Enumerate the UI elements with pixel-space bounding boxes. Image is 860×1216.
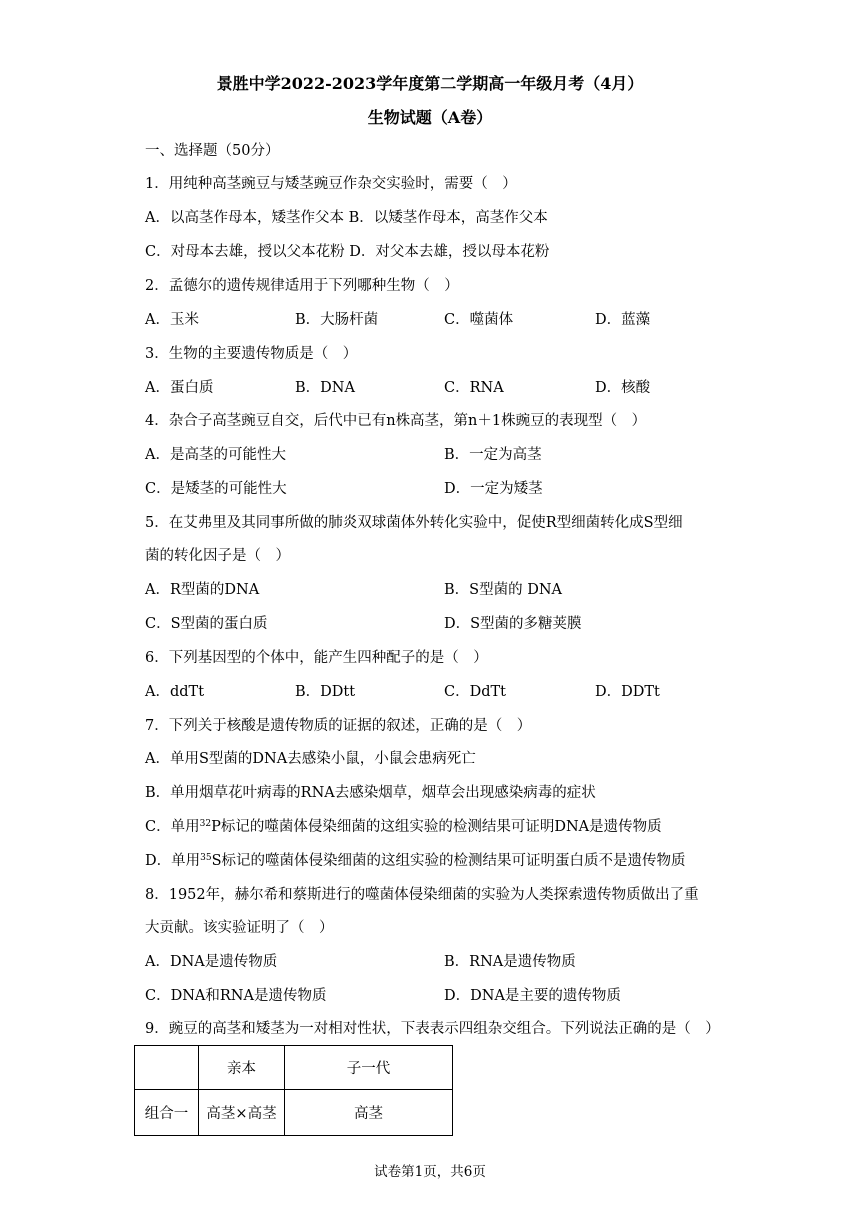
question-1-stem: 1．用纯种高茎豌豆与矮茎豌豆作杂交实验时，需要（ ） [145, 176, 517, 192]
question-6-option-d: D．DDTt [595, 684, 660, 700]
section-heading: 一、选择题（50分） [145, 143, 280, 159]
question-4-option-b: B．一定为高茎 [444, 447, 542, 463]
question-2-option-d: D．蓝藻 [595, 312, 651, 328]
question-4-option-a: A．是高茎的可能性大 [145, 447, 286, 463]
question-7-option-b: B．单用烟草花叶病毒的RNA去感染烟草，烟草会出现感染病毒的症状 [145, 785, 596, 801]
question-8-option-d: D．DNA是主要的遗传物质 [444, 988, 621, 1004]
isotope-mass-number: 32 [199, 819, 212, 829]
cross-combination-table [134, 1045, 453, 1136]
exam-title: 景胜中学2022-2023学年度第二学期高一年级月考（4月） [216, 74, 644, 93]
table-row [135, 1090, 453, 1136]
question-8-stem-line-1: 8．1952年，赫尔希和蔡斯进行的噬菌体侵染细菌的实验为人类探索遗传物质做出了重 [145, 887, 699, 903]
question-5-option-d: D．S型菌的多糖荚膜 [444, 616, 582, 632]
question-6-stem: 6．下列基因型的个体中，能产生四种配子的是（ ） [145, 650, 488, 666]
page-footer: 试卷第1页，共6页 [374, 1164, 486, 1180]
question-4-option-c: C．是矮茎的可能性大 [145, 481, 287, 497]
question-6-option-c: C．DdTt [444, 684, 507, 700]
question-3-stem: 3．生物的主要遗传物质是（ ） [145, 346, 358, 362]
table-header-cell: 子一代 [285, 1046, 453, 1090]
table-cell: 组合一 [135, 1090, 199, 1136]
table-cell: 高茎 [285, 1090, 453, 1136]
question-2-stem: 2．孟德尔的遗传规律适用于下列哪种生物（ ） [145, 278, 459, 294]
question-7-option-c [145, 817, 662, 837]
question-5-stem-line-2: 菌的转化因子是（ ） [145, 548, 290, 564]
question-7-option-d [145, 851, 686, 871]
table-header-cell [135, 1046, 199, 1090]
exam-subtitle: 生物试题（A卷） [367, 108, 493, 127]
question-2-option-c: C．噬菌体 [444, 312, 514, 328]
question-8-option-b: B．RNA是遗传物质 [444, 954, 576, 970]
question-1-options-row-2: C．对母本去雄，授以父本花粉 D．对父本去雄，授以母本花粉 [145, 244, 550, 260]
question-5-option-a: A．R型菌的DNA [145, 582, 260, 598]
question-7-stem: 7．下列关于核酸是遗传物质的证据的叙述，正确的是（ ） [145, 718, 532, 734]
question-6-option-b: B．DDtt [295, 684, 356, 700]
question-8-stem-line-2: 大贡献。该实验证明了（ ） [145, 920, 334, 936]
question-2-option-b: B．大肠杆菌 [295, 312, 379, 328]
question-7-option-c-text: P标记的噬菌体侵染细菌的这组实验的检测结果可证明DNA是遗传物质 [211, 819, 662, 835]
table-header-row [135, 1046, 453, 1090]
question-7-option-c-prefix: C．单用 [145, 819, 200, 835]
question-5-option-b: B．S型菌的 DNA [444, 582, 562, 598]
question-7-option-a: A．单用S型菌的DNA去感染小鼠，小鼠会患病死亡 [145, 751, 476, 767]
table-header-cell: 亲本 [199, 1046, 285, 1090]
question-3-option-c: C．RNA [444, 380, 504, 396]
question-4-option-d: D．一定为矮茎 [444, 481, 543, 497]
question-1-options-row-1: A．以高茎作母本，矮茎作父本 B．以矮茎作母本，高茎作父本 [145, 210, 548, 226]
question-8-option-c: C．DNA和RNA是遗传物质 [145, 988, 327, 1004]
question-2-option-a: A．玉米 [145, 312, 199, 328]
question-3-option-d: D．核酸 [595, 380, 651, 396]
question-3-option-b: B．DNA [295, 380, 355, 396]
question-4-stem: 4．杂合子高茎豌豆自交，后代中已有n株高茎，第n＋1株豌豆的表现型（ ） [145, 413, 647, 429]
question-5-option-c: C．S型菌的蛋白质 [145, 616, 268, 632]
question-8-option-a: A．DNA是遗传物质 [145, 954, 278, 970]
question-7-option-d-prefix: D．单用 [145, 853, 201, 869]
table-cell: 高茎×高茎 [199, 1090, 285, 1136]
question-5-stem-line-1: 5．在艾弗里及其同事所做的肺炎双球菌体外转化实验中，促使R型细菌转化成S型细 [145, 515, 683, 531]
question-6-option-a: A．ddTt [145, 684, 205, 700]
isotope-mass-number: 35 [200, 853, 212, 863]
question-7-option-d-text: S标记的噬菌体侵染细菌的这组实验的检测结果可证明蛋白质不是遗传物质 [211, 853, 686, 869]
question-9-stem: 9．豌豆的高茎和矮茎为一对相对性状，下表表示四组杂交组合。下列说法正确的是（ ） [145, 1021, 720, 1037]
question-3-option-a: A．蛋白质 [145, 380, 214, 396]
